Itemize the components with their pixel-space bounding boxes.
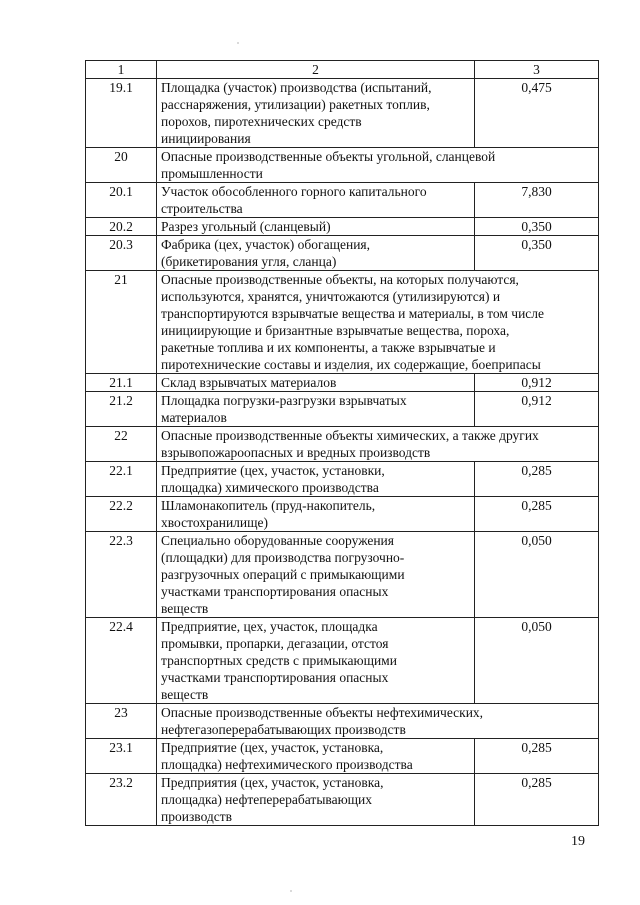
row-number: 19.1: [86, 79, 157, 148]
row-number: 20.1: [86, 183, 157, 218]
row-number: 22.2: [86, 497, 157, 532]
row-coefficient: 0,475: [475, 79, 599, 148]
header-col-1: 1: [86, 61, 157, 79]
row-number: 21: [86, 271, 157, 374]
row-number: 21.2: [86, 392, 157, 427]
header-col-3: 3: [475, 61, 599, 79]
table-row: [86, 618, 599, 704]
row-description: Опасные производственные объекты, на которых получаются, используются, хранятся, уничтожаются (утилизируются) и транспортируются взрывчатые вещества и материалы, в том числе инициирующие и бризантные взрывчатые вещества, пороха, ракетные топлива и их компоненты, а также взрывчатые и пиротехнические составы и изделия, их содержащие, боеприпасы: [157, 271, 599, 374]
page-number: 19: [571, 834, 585, 849]
header-col-2: 2: [157, 61, 475, 79]
row-number: 20.3: [86, 236, 157, 271]
row-description: Опасные производственные объекты химических, а также других взрывопожароопасных и вредных производств: [157, 427, 599, 462]
scan-speck: [290, 890, 292, 892]
table-row: [86, 236, 599, 271]
table-row: [86, 497, 599, 532]
table-row: [86, 427, 599, 462]
row-description: Предприятие (цех, участок, установка, площадка) нефтехимического производства: [157, 739, 475, 774]
row-coefficient: 0,285: [475, 739, 599, 774]
row-description: Фабрика (цех, участок) обогащения, (брикетирования угля, сланца): [157, 236, 475, 271]
row-number: 22: [86, 427, 157, 462]
row-number: 21.1: [86, 374, 157, 392]
row-coefficient: 0,285: [475, 462, 599, 497]
row-description: Шламонакопитель (пруд-накопитель, хвостохранилище): [157, 497, 475, 532]
table-row: [86, 532, 599, 618]
row-description: Участок обособленного горного капитального строительства: [157, 183, 475, 218]
row-description: Склад взрывчатых материалов: [157, 374, 475, 392]
row-number: 23.2: [86, 774, 157, 826]
table-row: [86, 374, 599, 392]
row-description: Предприятия (цех, участок, установка, площадка) нефтеперерабатывающих производств: [157, 774, 475, 826]
row-number: 23.1: [86, 739, 157, 774]
table-row: [86, 79, 599, 148]
scan-speck: [237, 42, 239, 44]
table-row: [86, 271, 599, 374]
row-number: 20: [86, 148, 157, 183]
table-header-row: [86, 61, 599, 79]
row-coefficient: 0,350: [475, 236, 599, 271]
table-row: [86, 774, 599, 826]
row-coefficient: 0,912: [475, 374, 599, 392]
table-row: [86, 739, 599, 774]
row-number: 22.3: [86, 532, 157, 618]
row-coefficient: 0,912: [475, 392, 599, 427]
row-coefficient: 0,285: [475, 774, 599, 826]
row-number: 22.1: [86, 462, 157, 497]
row-description: Разрез угольный (сланцевый): [157, 218, 475, 236]
row-description: Площадка погрузки-разгрузки взрывчатых материалов: [157, 392, 475, 427]
row-description: Предприятие, цех, участок, площадка промывки, пропарки, дегазации, отстоя транспортных средств с примыкающими участками транспортирования опасных веществ: [157, 618, 475, 704]
row-number: 20.2: [86, 218, 157, 236]
row-description: Специально оборудованные сооружения (площадки) для производства погрузочно- разгрузочных операций с примыкающими участками транспортирования опасных веществ: [157, 532, 475, 618]
row-description: Предприятие (цех, участок, установки, площадка) химического производства: [157, 462, 475, 497]
row-description: Опасные производственные объекты угольной, сланцевой промышленности: [157, 148, 599, 183]
table-row: [86, 704, 599, 739]
row-coefficient: 0,285: [475, 497, 599, 532]
row-number: 23: [86, 704, 157, 739]
row-number: 22.4: [86, 618, 157, 704]
row-description: Опасные производственные объекты нефтехимических, нефтегазоперерабатывающих производств: [157, 704, 599, 739]
table-row: [86, 392, 599, 427]
row-coefficient: 0,050: [475, 532, 599, 618]
row-coefficient: 7,830: [475, 183, 599, 218]
coefficient-table: [85, 60, 599, 826]
row-description: Площадка (участок) производства (испытаний, расснаряжения, утилизации) ракетных топлив, порохов, пиротехнических средств инициирования: [157, 79, 475, 148]
table-row: [86, 218, 599, 236]
table-row: [86, 462, 599, 497]
table-row: [86, 183, 599, 218]
row-coefficient: 0,050: [475, 618, 599, 704]
table-row: [86, 148, 599, 183]
row-coefficient: 0,350: [475, 218, 599, 236]
